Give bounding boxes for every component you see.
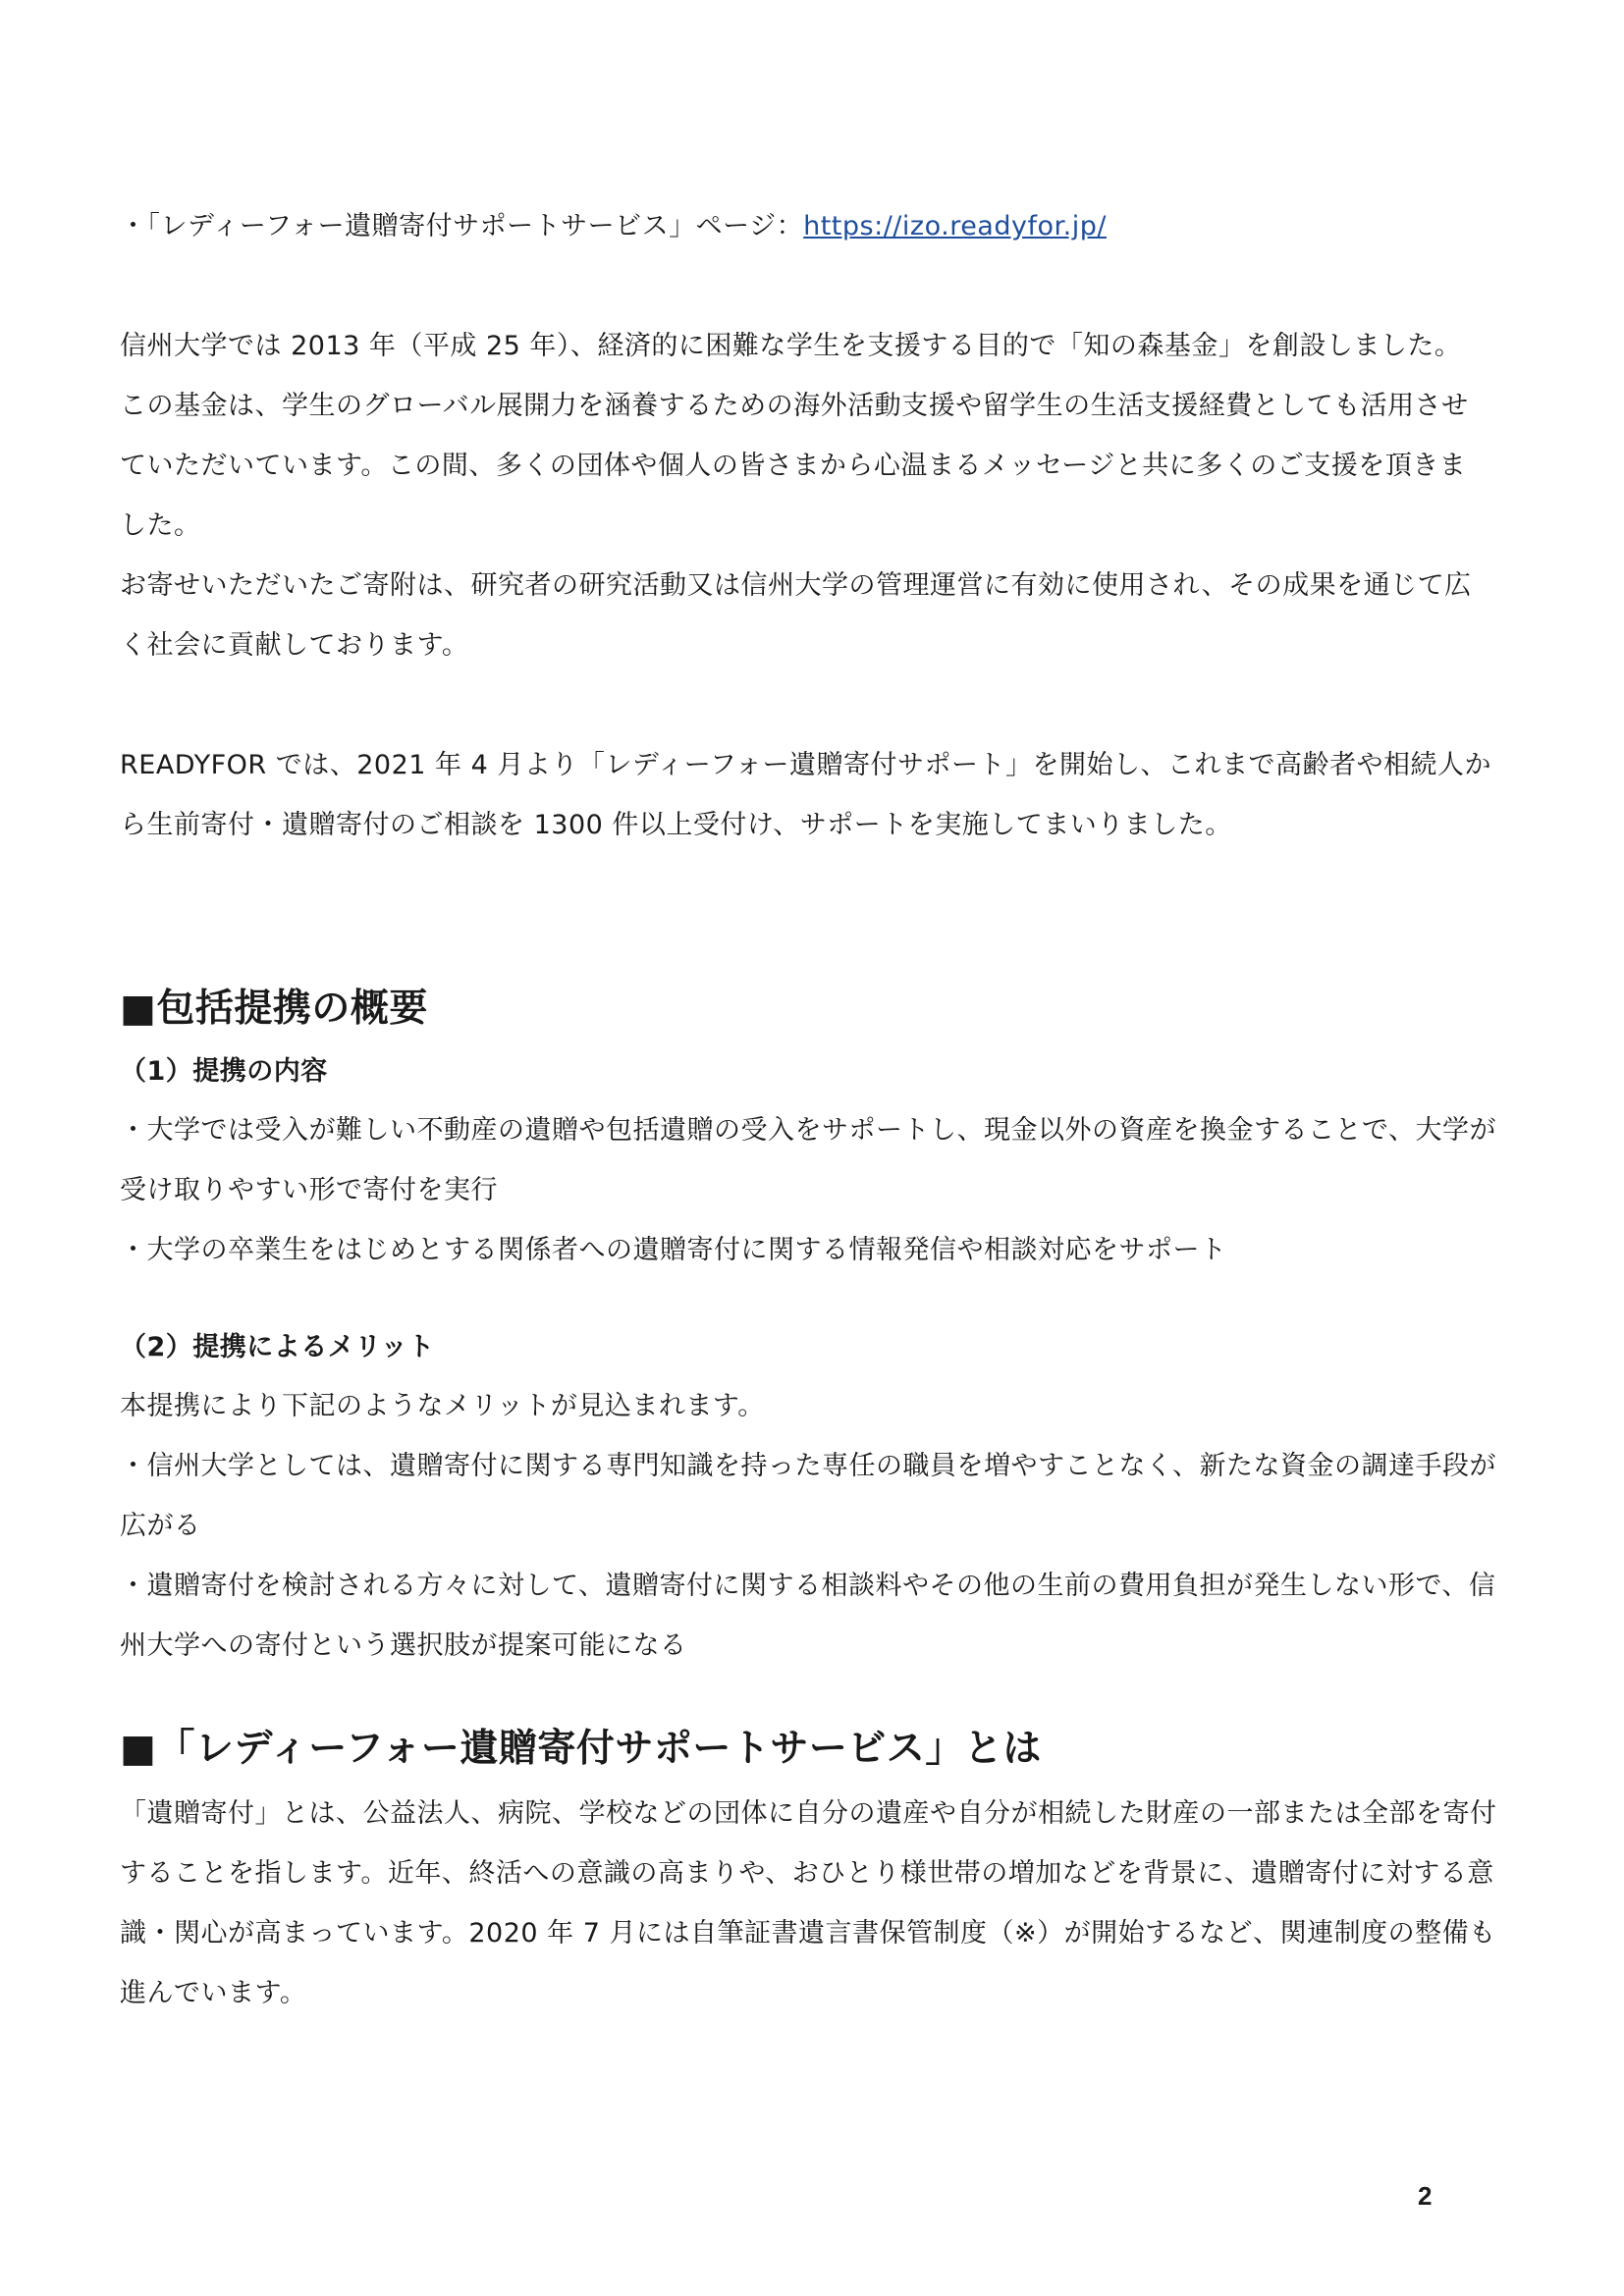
- subheading-contents: （1）提携の内容: [120, 1056, 328, 1087]
- list-item: ・大学の卒業生をはじめとする関係者への遺贈寄付に関する情報発信や相談対応をサポート: [120, 1235, 1227, 1265]
- spacer: [120, 1280, 1524, 1319]
- list-item: 州大学への寄付という選択肢が提案可能になる: [120, 1630, 687, 1661]
- paragraph-line: 進んでいます。: [120, 1978, 307, 2008]
- intro-link-prefix: ・「レディーフォー遺贈寄付サポートサービス」ページ：: [120, 211, 804, 241]
- spacer: [120, 855, 1524, 975]
- document-page: [120, 196, 1524, 2023]
- paragraph-line: した。: [120, 510, 201, 541]
- paragraph-line: 信州大学では 2013 年（平成 25 年）、経済的に困難な学生を支援する目的で「知の森基金」を創設しました。: [120, 331, 1462, 361]
- list-item: 本提携により下記のようなメリットが見込まれます。: [120, 1391, 765, 1421]
- list-item: ・大学では受入が難しい不動産の遺贈や包括遺贈の受入をサポートし、現金以外の資産を換金することで、大学が: [120, 1115, 1496, 1146]
- paragraph-line: お寄せいただいたご寄附は、研究者の研究活動又は信州大学の管理運営に有効に使用され、その成果を通じて広: [120, 570, 1472, 601]
- spacer: [120, 256, 1524, 316]
- paragraph-line: ていただいています。この間、多くの団体や個人の皆さまから心温まるメッセージと共に多くのご支援を頂きま: [120, 451, 1467, 481]
- paragraph-line: ら生前寄付・遺贈寄付のご相談を 1300 件以上受付け、サポートを実施してまいりました。: [120, 810, 1232, 840]
- list-item: ・遺贈寄付を検討される方々に対して、遺贈寄付に関する相談料やその他の生前の費用負担が発生しない形で、信: [120, 1571, 1496, 1601]
- spacer: [120, 1676, 1524, 1715]
- readyfor-paragraph: [120, 735, 1524, 855]
- paragraph-line: く社会に貢献しております。: [120, 630, 469, 661]
- list-item: 受け取りやすい形で寄付を実行: [120, 1175, 498, 1205]
- spacer: [120, 675, 1524, 735]
- section-heading-overview: ■包括提携の概要: [120, 987, 428, 1031]
- section-heading-service: ■「レディーフォー遺贈寄付サポートサービス」とは: [120, 1727, 1042, 1771]
- paragraph-line: することを指します。近年、終活への意識の高まりや、おひとり様世帯の増加などを背景に、遺贈寄付に対する意: [120, 1858, 1494, 1889]
- intro-link-line: [120, 196, 1524, 256]
- readyfor-izo-link[interactable]: https://izo.readyfor.jp/: [803, 211, 1107, 241]
- overview-section: [120, 975, 1524, 1676]
- paragraph-line: 識・関心が高まっています。2020 年 7 月には自筆証書遺言書保管制度（※）が開始するなど、関連制度の整備も: [120, 1918, 1496, 1949]
- page-number: 2: [1418, 2181, 1433, 2211]
- shinshu-paragraph: [120, 316, 1524, 675]
- service-section: [120, 1715, 1524, 2023]
- paragraph-line: この基金は、学生のグローバル展開力を涵養するための海外活動支援や留学生の生活支援経費としても活用させ: [120, 391, 1469, 421]
- paragraph-line: READYFOR では、2021 年 4 月より「レディーフォー遺贈寄付サポート」を開始し、これまで高齢者や相続人か: [120, 750, 1491, 780]
- paragraph-line: 「遺贈寄付」とは、公益法人、病院、学校などの団体に自分の遺産や自分が相続した財産の一部または全部を寄付: [120, 1798, 1497, 1829]
- list-item: 広がる: [120, 1511, 201, 1541]
- list-item: ・信州大学としては、遺贈寄付に関する専門知識を持った専任の職員を増やすことなく、新たな資金の調達手段が: [120, 1451, 1496, 1481]
- subheading-merits: （2）提携によるメリット: [120, 1332, 435, 1362]
